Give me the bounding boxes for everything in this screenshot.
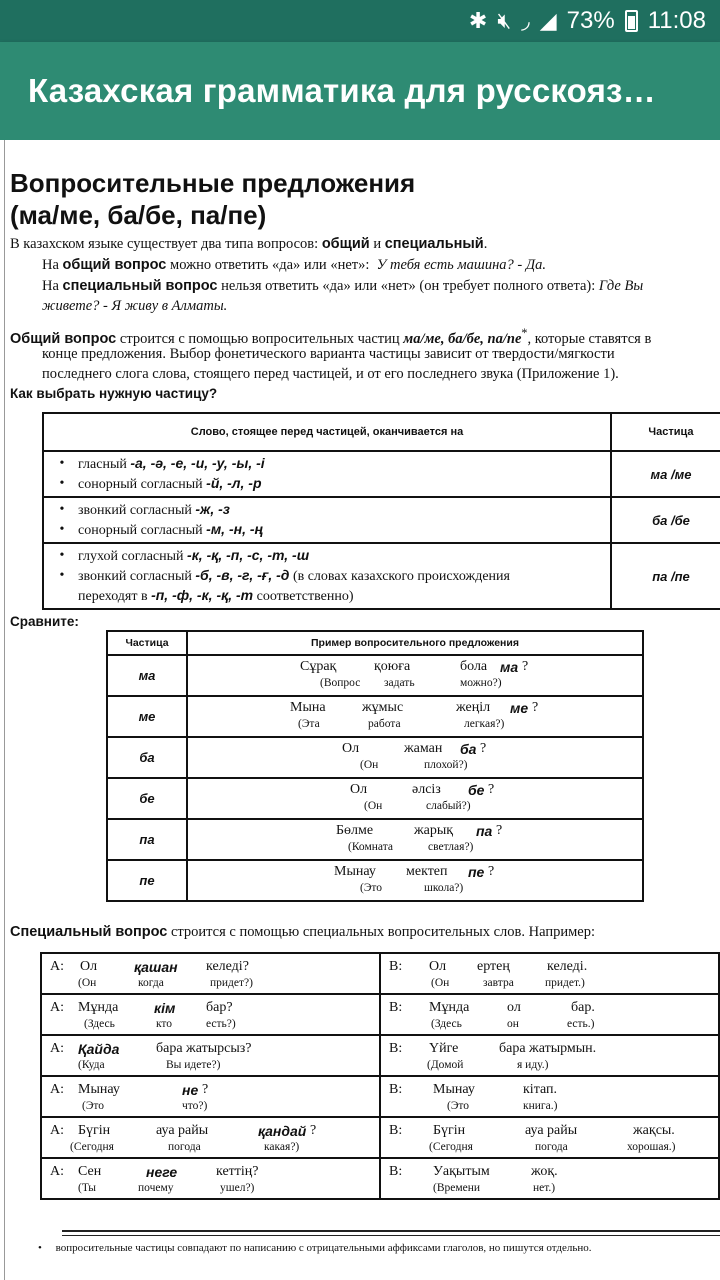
intro-paragraph-3-cont: живете? - Я живу в Алматы. [42, 298, 228, 314]
app-bar [0, 42, 720, 140]
table-row: A: Мұнда кім бар? (Здесь кто есть?) B: Мұнда ол бар. (Здесь он есть.) [41, 994, 719, 1035]
particle-cell: па /пе [611, 543, 720, 609]
table-row: бе Ол әлсіз бе ? (Он слабый?) [107, 778, 643, 819]
clock: 11:08 [647, 7, 706, 34]
table-row: • звонкий согласный -ж, -з • сонорный согласный -м, -н, -ң ба /бе [43, 497, 720, 543]
compare-heading: Сравните: [10, 614, 79, 629]
bluetooth-icon: ✱ [468, 8, 488, 33]
page-title-line1: Вопросительные предложения [10, 168, 416, 198]
status-bar [0, 0, 720, 42]
particle-rules-table [42, 412, 720, 610]
intro-paragraph-1: В казахском языке существует два типа вопросов: общий и специальный. [10, 236, 488, 252]
app-title: Казахская грамматика для русскояз… [28, 72, 656, 109]
table-row: па Бөлме жарық па ? (Комната светлая?) [107, 819, 643, 860]
special-question-line: Специальный вопрос строится с помощью специальных вопросительных слов. Например: [10, 924, 596, 940]
header-particle: Частица [611, 413, 720, 451]
mute-icon: 🔇︎ [497, 8, 512, 33]
battery-percent: 73% [566, 7, 615, 34]
header-particle: Частица [107, 631, 187, 655]
table-row: ма Сұрақ қоюға бола ма ? (Вопрос задать можно?) [107, 655, 643, 696]
header-word-ending: Слово, стоящее перед частицей, оканчивается на [43, 413, 611, 451]
battery-icon [625, 10, 638, 32]
intro-paragraph-3: На специальный вопрос нельзя ответить «да» или «нет» (он требует полного ответа): Где Вы [42, 278, 644, 294]
table-row: A: Ол қашан келеді? (Он когда придет?) B: Ол ертең келеді. (Он завтра придет.) [41, 953, 719, 994]
footnote: • вопросительные частицы совпадают по написанию с отрицательными аффиксами глаголов, но пишутся отдельно. [38, 1242, 592, 1254]
table-header-row [43, 413, 720, 451]
table-row: ба Ол жаман ба ? (Он плохой?) [107, 737, 643, 778]
particle-cell: ба /бе [611, 497, 720, 543]
document-page[interactable] [0, 140, 720, 1280]
table-header-row [107, 631, 643, 655]
table-row: • глухой согласный -к, -қ, -п, -с, -т, -ш • звонкий согласный -б, -в, -г, -ғ, -д (в словах казахского происхождения переходят в -п, -ф, -к, -қ, -т соответственно) па /пе [43, 543, 720, 609]
page-title-line2: (ма/ме, ба/бе, па/пе) [10, 200, 267, 230]
general-question-line3: последнего слога слова, стоящего перед частицей, и от его последнего звука (Приложение 1). [42, 366, 619, 382]
table-row: ме Мына жұмыс жеңіл ме ? (Эта работа легкая?) [107, 696, 643, 737]
table-row: A: Бүгін ауа райы қандай ? (Сегодня погода какая?) B: Бүгін ауа райы жақсы. (Сегодня погода хорошая.) [41, 1117, 719, 1158]
wifi-icon: ◞ [521, 8, 530, 33]
table-row: • гласный -а, -ә, -е, -и, -у, -ы, -і • сонорный согласный -й, -л, -р ма /ме [43, 451, 720, 497]
general-question-line1: Общий вопрос строится с помощью вопросительных частиц ма/ме, ба/бе, па/пе*, которые ставятся в [10, 326, 652, 347]
signal-icon: ◢ [539, 8, 557, 33]
table-row: пе Мынау мектеп пе ? (Это школа?) [107, 860, 643, 901]
particle-examples-table [106, 630, 644, 902]
table-row: A: Сен неге кеттің? (Ты почему ушел?) B: Уақытым жоқ. (Времени нет.) [41, 1158, 719, 1199]
intro-paragraph-2: На общий вопрос можно ответить «да» или «нет»: У тебя есть машина? - Да. [42, 257, 546, 273]
special-questions-table [40, 952, 720, 1200]
general-question-line2: конце предложения. Выбор фонетического варианта частицы зависит от твердости/мягкости [42, 346, 615, 362]
particle-cell: ма /ме [611, 451, 720, 497]
footnote-divider-thin [62, 1235, 720, 1236]
table-row: A: Мынау не ? (Это что?) B: Мынау кітап. (Это книга.) [41, 1076, 719, 1117]
table-row: A: Қайда бара жатырсыз? (Куда Вы идете?) B: Үйге бара жатырмын. (Домой я иду.) [41, 1035, 719, 1076]
how-to-choose-heading: Как выбрать нужную частицу? [10, 386, 218, 401]
page-edge-line [4, 140, 5, 1280]
footnote-divider [62, 1230, 720, 1232]
header-example: Пример вопросительного предложения [187, 631, 643, 655]
